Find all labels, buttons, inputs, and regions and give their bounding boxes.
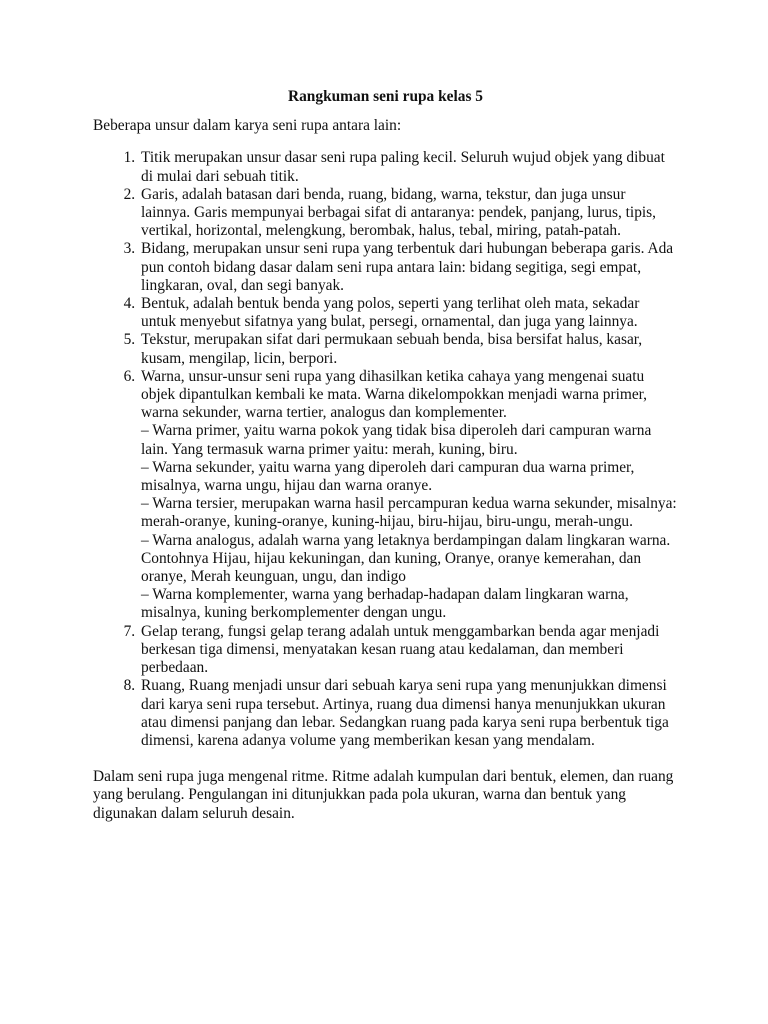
element-list bbox=[93, 149, 678, 750]
list-item-tekstur bbox=[139, 331, 678, 367]
list-item-titik bbox=[139, 149, 678, 185]
list-item-text: Warna, unsur-unsur seni rupa yang dihasilkan ketika cahaya yang mengenai suatu objek dipantulkan kembali ke mata. Warna dikelompokkan menjadi warna primer, warna sekunder, warna tertier, analogus dan komplementer. bbox=[141, 367, 648, 422]
sub-item-warna-analogus: – Warna analogus, adalah warna yang letaknya berdampingan dalam lingkaran warna. Contohnya Hijau, hijau kekuningan, dan kuning, Oranye, oranye kemerahan, dan oranye, Merah keunguan, ungu, dan indigo bbox=[141, 531, 671, 586]
list-item-text: Ruang, Ruang menjadi unsur dari sebuah karya seni rupa yang menunjukkan dimensi dari karya seni rupa tersebut. Artinya, ruang dua dimensi hanya menunjukkan ukuran atau dimensi panjang dan lebar. Sedangkan ruang pada karya seni rupa berbentuk tiga dimensi, karena adanya volume yang memberikan kesan yang mendalam. bbox=[141, 677, 669, 749]
list-item-warna bbox=[139, 368, 678, 623]
list-item-bentuk bbox=[139, 295, 678, 331]
list-item-gelap-terang bbox=[139, 623, 678, 678]
sub-item-warna-tersier: – Warna tersier, merupakan warna hasil percampuran kedua warna sekunder, misalnya: merah-oranye, kuning-oranye, kuning-hijau, biru-hijau, biru-ungu, merah-ungu. bbox=[141, 495, 677, 531]
list-item-text: Tekstur, merupakan sifat dari permukaan sebuah benda, bisa bersifat halus, kasar, kusam, mengilap, licin, berpori. bbox=[141, 331, 643, 367]
closing-paragraph: Dalam seni rupa juga mengenal ritme. Ritme adalah kumpulan dari bentuk, elemen, dan ruang yang berulang. Pengulangan ini ditunjukkan pada pola ukuran, warna dan bentuk yang digunakan dalam seluruh desain. bbox=[93, 768, 674, 822]
sub-item-warna-sekunder: – Warna sekunder, yaitu warna yang diperoleh dari campuran dua warna primer, misalnya, warna ungu, hijau dan warna oranye. bbox=[141, 458, 635, 495]
list-item-text: Gelap terang, fungsi gelap terang adalah untuk menggambarkan benda agar menjadi berkesan tiga dimensi, menyatakan kesan ruang atau kedalaman, dan memberi perbedaan. bbox=[141, 622, 660, 677]
list-item-bidang bbox=[139, 240, 678, 295]
sub-item-warna-komplementer: – Warna komplementer, warna yang berhadap-hadapan dalam lingkaran warna, misalnya, kuning berkomplementer dengan ungu. bbox=[141, 586, 629, 622]
list-item-text: Titik merupakan unsur dasar seni rupa paling kecil. Seluruh wujud objek yang dibuat di mulai dari sebuah titik. bbox=[141, 149, 665, 185]
list-item-text: Bidang, merupakan unsur seni rupa yang terbentuk dari hubungan beberapa garis. Ada pun contoh bidang dasar dalam seni rupa antara lain: bidang segitiga, segi empat, lingkaran, oval, dan segi banyak. bbox=[141, 240, 674, 294]
list-item-garis bbox=[139, 186, 678, 241]
document-title: Rangkuman seni rupa kelas 5 bbox=[288, 88, 483, 105]
sub-item-warna-primer: – Warna primer, yaitu warna pokok yang tidak bisa diperoleh dari campuran warna lain. Yang termasuk warna primer yaitu: merah, kuning, biru. bbox=[141, 422, 652, 458]
list-item-text: Garis, adalah batasan dari benda, ruang, bidang, warna, tekstur, dan juga unsur lainnya. Garis mempunyai berbagai sifat di antaranya: pendek, panjang, lurus, tipis, vertikal, horizontal, melengkung, berombak, halus, tebal, miring, patah-patah. bbox=[141, 185, 657, 240]
list-item-ruang bbox=[139, 677, 678, 750]
list-item-text: Bentuk, adalah bentuk benda yang polos, seperti yang terlihat oleh mata, sekadar untuk menyebut sifatnya yang bulat, persegi, ornamental, dan juga yang lainnya. bbox=[141, 295, 640, 331]
intro-paragraph: Beberapa unsur dalam karya seni rupa antara lain: bbox=[93, 117, 402, 135]
